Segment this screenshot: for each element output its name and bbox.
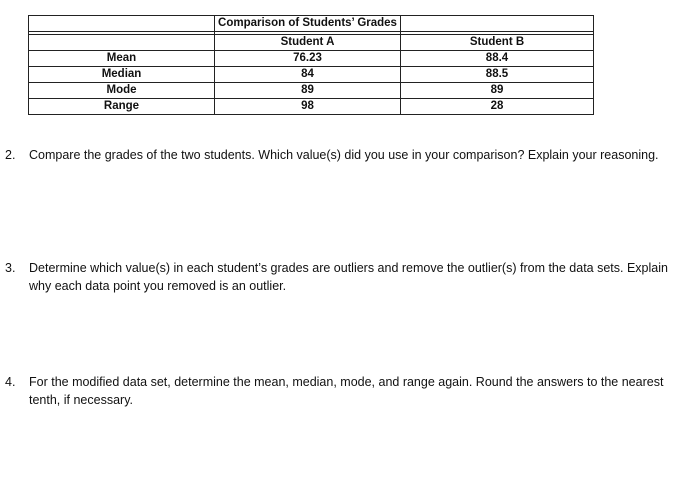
row-label: Median (29, 67, 215, 83)
question-text: Compare the grades of the two students. Which value(s) did you use in your comparison? Explain your reasoning. (29, 148, 659, 162)
table-title-row (29, 16, 594, 32)
table-row (29, 83, 594, 99)
table-empty-cell (29, 35, 215, 51)
table-row (29, 67, 594, 83)
question-number: 4. (5, 375, 16, 389)
table-header-row (29, 35, 594, 51)
cell-student-a: 98 (215, 99, 401, 115)
column-header-student-a: Student A (215, 35, 401, 51)
cell-student-b: 28 (401, 99, 594, 115)
question-number: 2. (5, 148, 16, 162)
cell-student-a: 89 (215, 83, 401, 99)
cell-student-a: 84 (215, 67, 401, 83)
table-empty-cell (29, 16, 215, 32)
table-title: Comparison of Students’ Grades (215, 16, 401, 32)
question-number: 3. (5, 261, 16, 275)
cell-student-a: 76.23 (215, 51, 401, 67)
row-label: Range (29, 99, 215, 115)
cell-student-b: 89 (401, 83, 594, 99)
table-row (29, 99, 594, 115)
row-label: Mode (29, 83, 215, 99)
grades-comparison-table (28, 15, 594, 115)
table-row (29, 51, 594, 67)
column-header-student-b: Student B (401, 35, 594, 51)
table-empty-cell (401, 16, 594, 32)
question-text: Determine which value(s) in each student’s grades are outliers and remove the outlier(s) from the data sets. Explain why each data point you removed is an outlier. (29, 261, 668, 293)
cell-student-b: 88.4 (401, 51, 594, 67)
cell-student-b: 88.5 (401, 67, 594, 83)
question-text: For the modified data set, determine the mean, median, mode, and range again. Round the answers to the nearest tenth, if necessary. (29, 375, 664, 407)
row-label: Mean (29, 51, 215, 67)
